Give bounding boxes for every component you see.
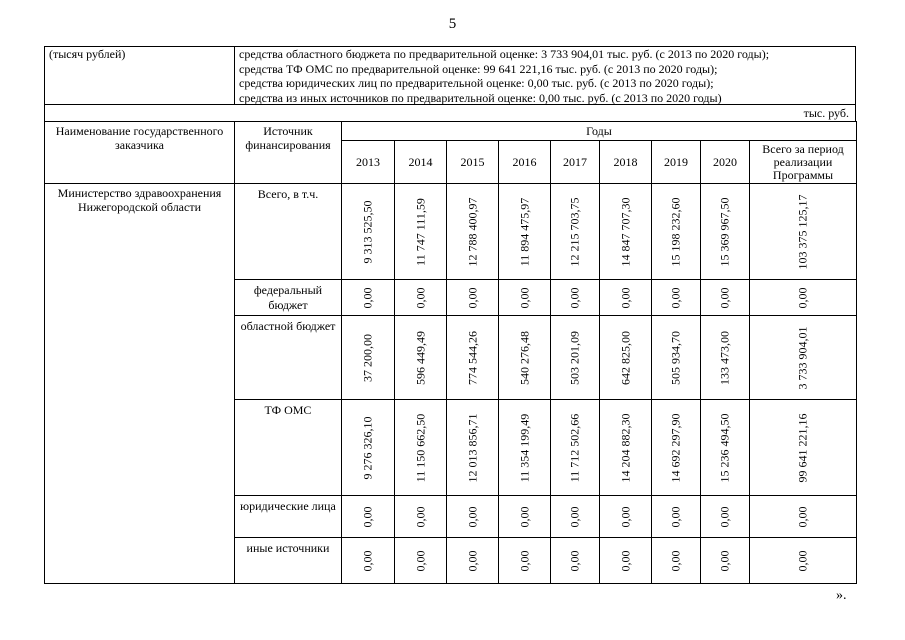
source-label: областной бюджет [235,316,342,400]
value-cell [551,184,600,280]
value-cell [395,538,447,584]
funding-summary-lines [235,47,855,105]
value-text: 0,00 [795,550,810,571]
value-text: 14 847 707,30 [618,197,632,266]
value-cell [652,184,701,280]
value-text: 11 712 502,66 [567,413,582,482]
value-cell [750,538,857,584]
value-cell [750,496,857,538]
value-cell [499,316,551,400]
year-header-1: 2014 [395,141,447,184]
value-text: 505 934,70 [668,330,683,385]
value-text: 11 747 111,59 [413,197,427,266]
year-header-0: 2013 [342,141,395,184]
value-cell [447,496,499,538]
value-cell [499,184,551,280]
value-text: 9 313 525,50 [360,200,375,263]
value-cell [342,400,395,496]
value-text: 0,00 [717,287,732,308]
year-header-2: 2015 [447,141,499,184]
value-cell [342,280,395,316]
value-cell [447,316,499,400]
value-cell [600,316,652,400]
value-cell [551,280,600,316]
funding-line-legal: средства юридических лиц по предварительной оценке: 0,00 тыс. руб. (с 2013 по 2020 годы); [239,76,714,90]
year-header-4: 2017 [551,141,600,184]
year-header-3: 2016 [499,141,551,184]
value-text: 12 215 703,75 [567,197,582,266]
value-cell [750,400,857,496]
value-text: 0,00 [668,550,683,571]
value-text: 11 150 662,50 [413,413,427,482]
value-text: 11 354 199,49 [517,413,531,482]
value-cell [395,184,447,280]
header-source: Источник финансирования [235,122,342,184]
value-cell [652,316,701,400]
closing-quote: ». [836,588,847,603]
funding-line-regional: средства областного бюджета по предварительной оценке: 3 733 904,01 тыс. руб. (с 2013 по 2020 годы); [239,47,770,61]
value-cell [600,538,652,584]
value-cell [342,496,395,538]
header-total: Всего за период реализации Программы [750,141,857,184]
year-header-6: 2019 [652,141,701,184]
value-cell [701,316,750,400]
value-text: 774 544,26 [465,330,479,385]
value-cell [551,400,600,496]
value-text: 0,00 [795,287,810,308]
value-text: 15 369 967,50 [717,197,732,266]
value-cell [395,316,447,400]
value-cell [499,538,551,584]
table-row [45,184,857,280]
value-cell [447,184,499,280]
funding-line-tfoms: средства ТФ ОМС по предварительной оценке: 99 641 221,16 тыс. руб. (с 2013 по 2020 годы); [239,61,718,76]
value-text: 133 473,00 [717,330,732,385]
value-text: 0,00 [668,287,683,308]
funding-summary-label: (тысяч рублей) [45,47,235,104]
value-text: 0,00 [795,506,810,527]
source-label: юридические лица [235,496,342,538]
source-label: ТФ ОМС [235,400,342,496]
value-cell [750,184,857,280]
value-text: 3 733 904,01 [795,326,810,389]
value-text: 596 449,49 [413,330,427,385]
value-text: 0,00 [360,506,375,527]
value-text: 12 013 856,71 [465,413,479,482]
source-label: иные источники [235,538,342,584]
value-text: 14 692 297,90 [668,413,683,482]
value-text: 0,00 [618,287,632,308]
value-cell [342,538,395,584]
funding-summary-box [44,46,856,105]
value-cell [701,538,750,584]
value-cell [600,400,652,496]
value-cell [701,400,750,496]
value-cell [750,280,857,316]
value-text: 0,00 [517,287,531,308]
value-cell [499,496,551,538]
header-customer: Наименование государственного заказчика [45,122,235,184]
value-cell [600,184,652,280]
value-cell [447,538,499,584]
source-label: Всего, в т.ч. [235,184,342,280]
value-text: 15 198 232,60 [668,197,683,266]
value-text: 0,00 [668,506,683,527]
value-text: 103 375 125,17 [795,194,810,269]
value-text: 642 825,00 [618,330,632,385]
value-text: 503 201,09 [567,330,582,385]
value-text: 0,00 [465,550,479,571]
value-cell [551,538,600,584]
value-cell [600,496,652,538]
value-text: 0,00 [618,506,632,527]
value-text: 14 204 882,30 [618,413,632,482]
value-cell [750,316,857,400]
value-text: 0,00 [360,287,375,308]
value-text: 0,00 [413,506,427,527]
value-text: 0,00 [360,550,375,571]
year-header-5: 2018 [600,141,652,184]
value-cell [701,280,750,316]
value-text: 0,00 [413,550,427,571]
value-cell [499,280,551,316]
unit-label: тыс. руб. [44,105,856,121]
value-text: 11 894 475,97 [517,197,531,266]
value-cell [342,316,395,400]
value-cell [652,280,701,316]
value-cell [551,496,600,538]
financing-table [44,121,857,584]
customer-name: Министерство здравоохранения Нижегородской области [45,184,235,584]
value-text: 0,00 [717,506,732,527]
value-text: 9 276 326,10 [360,416,375,479]
value-text: 0,00 [717,550,732,571]
value-cell [395,496,447,538]
value-text: 0,00 [413,287,427,308]
year-header-7: 2020 [701,141,750,184]
value-text: 0,00 [618,550,632,571]
value-cell [701,184,750,280]
value-cell [652,538,701,584]
header-years: Годы [342,122,857,141]
value-text: 37 200,00 [360,333,375,382]
value-text: 0,00 [465,287,479,308]
value-cell [600,280,652,316]
value-cell [395,400,447,496]
source-label: федеральный бюджет [235,280,342,316]
value-text: 540 276,48 [517,330,531,385]
page-number: 5 [448,16,457,32]
value-cell [652,496,701,538]
value-cell [342,184,395,280]
value-text: 15 236 494,50 [717,413,732,482]
value-cell [447,280,499,316]
value-cell [551,316,600,400]
value-cell [652,400,701,496]
value-text: 0,00 [567,287,582,308]
value-text: 0,00 [465,506,479,527]
value-text: 99 641 221,16 [795,413,810,482]
value-cell [701,496,750,538]
value-text: 12 788 400,97 [465,197,479,266]
value-cell [447,400,499,496]
value-text: 0,00 [517,506,531,527]
value-cell [395,280,447,316]
funding-line-other: средства из иных источников по предварительной оценке: 0,00 тыс. руб. (с 2013 по 2020 годы) [239,90,722,105]
value-text: 0,00 [567,506,582,527]
value-text: 0,00 [567,550,582,571]
value-cell [499,400,551,496]
value-text: 0,00 [517,550,531,571]
